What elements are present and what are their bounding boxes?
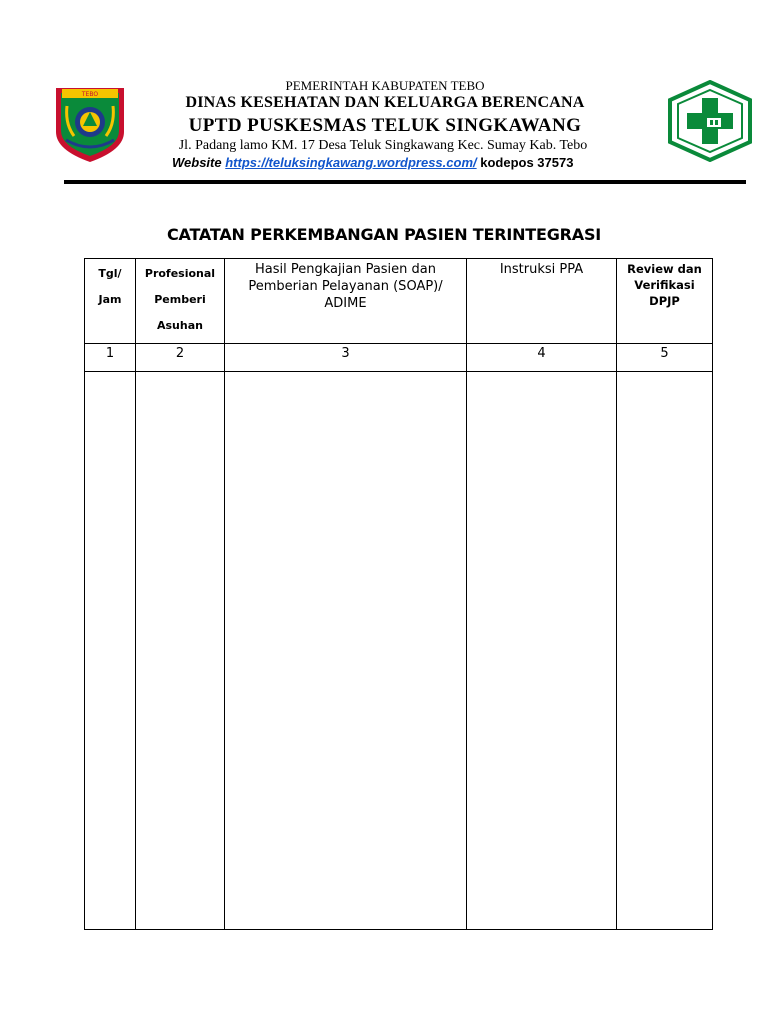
puskesmas-logo-icon [666, 80, 754, 162]
progress-notes-table [84, 258, 713, 930]
website-label: Website [172, 155, 222, 170]
postal-code: kodepos 37573 [476, 155, 574, 170]
column-number: 4 [467, 344, 617, 372]
entry-cell-dpjp-review[interactable] [617, 372, 713, 930]
header-text: Review dan [627, 262, 702, 276]
website-link[interactable]: https://teluksingkawang.wordpress.com/ [225, 155, 477, 170]
header-text: Instruksi PPA [499, 262, 584, 277]
header-government: PEMERINTAH KABUPATEN TEBO [285, 78, 485, 93]
header-cell-care-provider [136, 259, 225, 344]
header-text: DPJP [649, 294, 680, 308]
column-number: 1 [85, 344, 136, 372]
entry-cell-date-time[interactable] [85, 372, 136, 930]
column-number-row [85, 344, 713, 372]
column-number: 2 [136, 344, 225, 372]
document-title: CATATAN PERKEMBANGAN PASIEN TERINTEGRASI [166, 225, 602, 244]
entry-cell-care-provider[interactable] [136, 372, 225, 930]
header-text: Jam [98, 293, 122, 306]
header-text: Profesional [144, 267, 216, 280]
header-text: Hasil Pengkajian Pasien dan [255, 262, 436, 277]
header-text: Verifikasi [634, 278, 695, 292]
entry-cell-ppa-instruction[interactable] [467, 372, 617, 930]
header-address: Jl. Padang lamo KM. 17 Desa Teluk Singkawang Kec. Sumay Kab. Tebo [178, 138, 588, 153]
header-text: ADIME [324, 296, 367, 311]
header-text: Tgl/ [98, 267, 122, 280]
table-body-row [85, 372, 713, 930]
table-header-row [85, 259, 713, 344]
header-text: Pemberian Pelayanan (SOAP)/ [248, 279, 443, 294]
header-department: DINAS KESEHATAN DAN KELUARGA BERENCANA [185, 94, 585, 111]
header-institution: UPTD PUSKESMAS TELUK SINGKAWANG [188, 115, 582, 136]
header-text: Asuhan [157, 319, 203, 332]
header-cell-dpjp-review [617, 259, 713, 344]
entry-cell-assessment[interactable] [225, 372, 467, 930]
header-cell-assessment [225, 259, 467, 344]
header-cell-ppa-instruction [467, 259, 617, 344]
column-number: 5 [617, 344, 713, 372]
column-number: 3 [225, 344, 467, 372]
header-website-line [172, 155, 573, 170]
header-text: Pemberi [154, 293, 206, 306]
header-divider [64, 180, 746, 184]
header-cell-date-time [85, 259, 136, 344]
emblem-banner-text: TEBO [81, 91, 99, 98]
